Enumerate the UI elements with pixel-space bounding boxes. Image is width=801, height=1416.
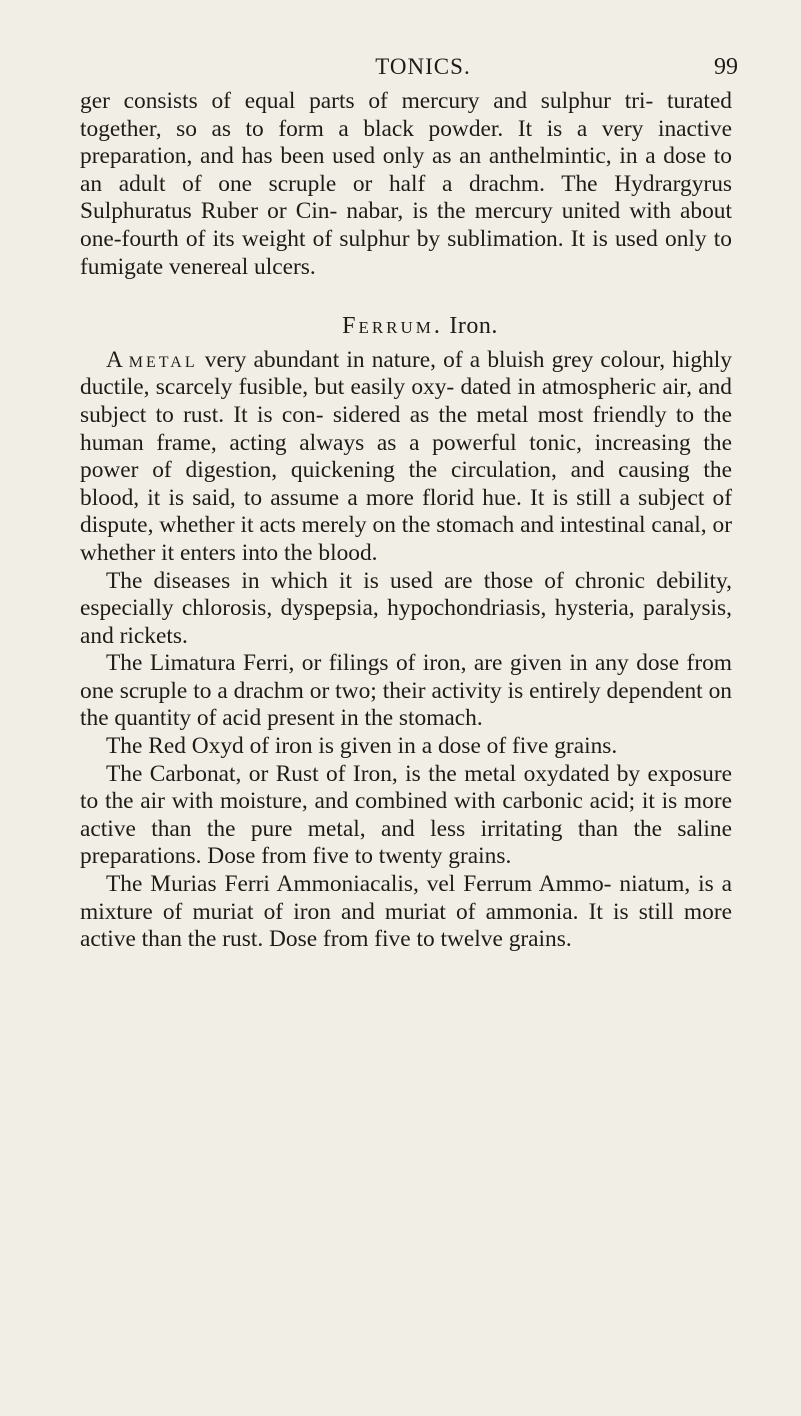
- running-title: TONICS.: [375, 54, 471, 79]
- paragraph-murias-ferri: The Murias Ferri Ammoniacalis, vel Ferrum Ammo- niatum, is a mixture of muriat of iron and muriat of ammonia. It is still more active than the rust. Dose from five to twelve grains.: [80, 871, 732, 953]
- running-head: [78, 54, 738, 88]
- paragraph-limatura-ferri: The Limatura Ferri, or filings of iron, are given in any dose from one scruple to a drachm or two; their activity is entirely dependent on the quantity of acid present in the stomach.: [80, 650, 732, 732]
- paragraph-diseases: The diseases in which it is used are those of chronic debility, especially chlorosis, dyspepsia, hypochondriasis, hysteria, paralysis, and rickets.: [80, 567, 732, 649]
- paragraph-carbonat: The Carbonat, or Rust of Iron, is the metal oxydated by exposure to the air with moisture, and combined with carbonic acid; it is more active than the pure metal, and less irritating than the saline preparations. Dose from five to twenty grains.: [80, 760, 732, 870]
- body-text: [80, 88, 732, 954]
- paragraph-continuation: ger consists of equal parts of mercury and sulphur tri- turated together, so as to form a black powder. It is a very inactive preparation, and has been used only as an anthelmintic, in a dose to an adult of one scruple or half a drachm. The Hydrargyrus Sulphuratus Ruber or Cin- nabar, is the mercury united with about one-fourth of its weight of sulphur by sublimation. It is used only to fumigate venereal ulcers.: [80, 88, 732, 280]
- paragraph-red-oxyd: The Red Oxyd of iron is given in a dose of five grains.: [106, 733, 618, 760]
- page-number: 99: [714, 54, 738, 80]
- section-heading-latin: Ferrum.: [342, 313, 443, 340]
- section-heading: [80, 313, 732, 341]
- paragraph-iron-description-text: very abundant in nature, of a bluish grey colour, highly ductile, scarcely fusible, but easily oxy- dated in atmospheric air, and subject to rust. It is con- sidered as the metal most friendly to the human frame, acting always as a powerful tonic, increasing the power of digestion, quickening the circulation, and causing the blood, it is said, to assume a more florid hue. It is still a subject of dispute, whether it acts merely on the stomach and intestinal canal, or whether it enters into the blood.: [80, 346, 732, 566]
- paragraph-iron-description: [80, 347, 732, 568]
- lead-letter: A: [106, 346, 122, 373]
- section-heading-english: Iron.: [449, 313, 498, 340]
- lead-word: metal: [128, 346, 198, 373]
